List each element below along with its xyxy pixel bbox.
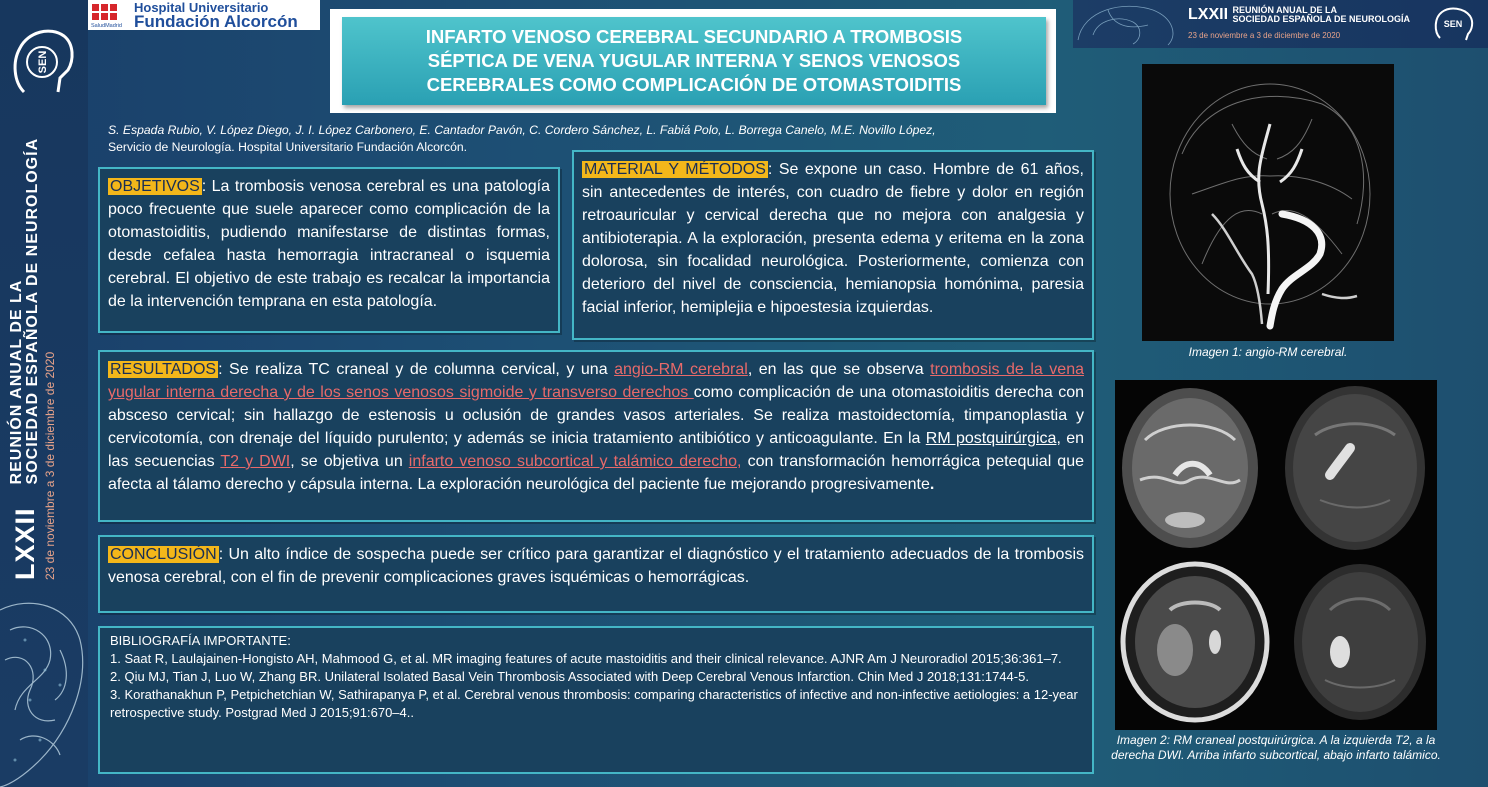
banner-brain-icon bbox=[1073, 0, 1183, 48]
title-line3: CEREBRALES COMO COMPLICACIÓN DE OTOMASTOIDITIS bbox=[426, 74, 962, 95]
banner-line1: REUNIÓN ANUAL DE LA bbox=[1232, 5, 1337, 15]
banner-title bbox=[1188, 6, 1410, 24]
resultados-text-5: , se objetiva un bbox=[290, 453, 409, 470]
angio-rm-drawing bbox=[1142, 64, 1394, 341]
resultados-text-3: como complicación de una otomastoiditis derecha con absceso cervical; sin hallazgo de estenosis u oclusión de grandes vasos arteriales. Se realiza mastoidectomía, timpanoplastia y cervicotomía, con drenaje del líquido purulento; y además se inicia tratamiento antibiótico y anticoagulante. En la bbox=[108, 384, 1084, 447]
sidebar-dates: 23 de noviembre a 3 de diciembre de 2020 bbox=[42, 351, 57, 580]
resultados-text-7: . bbox=[929, 476, 935, 493]
link-trombosis[interactable]: trombosis de la vena yugular interna derecha y de los senos venosos sigmoide y transverso derechos bbox=[108, 361, 1084, 401]
caption-image-2: Imagen 2: RM craneal postquirúrgica. A la izquierda T2, a la derecha DWI. Arriba infarto subcortical, abajo infarto talámico. bbox=[1111, 733, 1441, 762]
left-sidebar bbox=[0, 0, 88, 787]
sen-logo-icon bbox=[10, 22, 76, 100]
banner-sen-logo-text: SEN bbox=[1443, 19, 1463, 29]
authors-names: S. Espada Rubio, V. López Diego, J. I. López Carbonero, E. Cantador Pavón, C. Cordero Sánchez, L. Fabiá Polo, L. Borrega Canelo, M.E. Novillo López, bbox=[108, 123, 936, 137]
mri-grid-drawing bbox=[1115, 380, 1437, 730]
resultados-text-1: : Se realiza TC craneal y de columna cervical, y una bbox=[218, 361, 615, 378]
angio-rm-image bbox=[1142, 64, 1394, 341]
link-t2-dwi[interactable]: T2 y DWI bbox=[220, 453, 291, 470]
conclusion-text: : Un alto índice de sospecha puede ser crítico para garantizar el diagnóstico y el tratamiento adecuados de la trombosis venosa cerebral, con el fin de prevenir complicaciones graves isquémicas o hemorrágicas. bbox=[108, 546, 1084, 586]
title-box bbox=[330, 9, 1056, 113]
banner-dates: 23 de noviembre a 3 de diciembre de 2020 bbox=[1188, 31, 1341, 40]
congress-banner bbox=[1073, 0, 1488, 48]
link-infarto-venoso[interactable]: infarto venoso subcortical y talámico derecho, bbox=[408, 453, 742, 470]
resultados-box bbox=[98, 350, 1094, 522]
link-angio-rm[interactable]: angio-RM cerebral bbox=[614, 361, 748, 378]
brain-decoration-icon bbox=[0, 590, 88, 787]
metodos-box bbox=[572, 150, 1094, 340]
hospital-name-line1: Hospital Universitario bbox=[134, 0, 269, 15]
caption-image-1: Imagen 1: angio-RM cerebral. bbox=[1188, 345, 1348, 359]
bibliografia-heading: BIBLIOGRAFÍA IMPORTANTE: bbox=[110, 633, 291, 648]
objetivos-heading: OBJETIVOS bbox=[110, 178, 200, 195]
bibliografia-ref-2: 2. Qiu MJ, Tian J, Luo W, Zhang BR. Unilateral Isolated Basal Vein Thrombosis Associated with Deep Cerebral Venous Infarction. Chin Med J 2018;131:1744-5. bbox=[110, 669, 1029, 684]
link-rm-postquirurgica[interactable]: RM postquirúrgica bbox=[925, 430, 1057, 447]
salud-madrid-text: SaludMadrid bbox=[91, 23, 122, 28]
metodos-text: : Se expone un caso. Hombre de 61 años, sin antecedentes de interés, con cuadro de fiebre y dolor en región retroauricular y cervical derecha que no mejora con analgesia y antibioterapia. A la exploración, presenta edema y eritema en la zona dolorosa, sin focalidad neurológica. Posteriormente, comienza con deterioro del nivel de consciencia, hemianopsia homónima, paresia facial inferior, hemiplejia e hipoestesia izquierdas. bbox=[582, 161, 1084, 316]
resultados-text-2: , en las que se observa bbox=[747, 361, 931, 378]
sidebar-congress-line2: SOCIEDAD ESPAÑOLA DE NEUROLOGÍA bbox=[23, 137, 41, 485]
objetivos-box bbox=[98, 167, 560, 333]
sidebar-congress-number: LXXII bbox=[9, 507, 40, 580]
bibliografia-ref-1: 1. Saat R, Laulajainen-Hongisto AH, Mahmood G, et al. MR imaging features of acute mastoiditis and their clinical relevance. AJNR Am J Neuroradiol 2015;36:361–7. bbox=[110, 651, 1062, 666]
resultados-heading: RESULTADOS bbox=[110, 361, 217, 378]
title-line1: INFARTO VENOSO CEREBRAL SECUNDARIO A TROMBOSIS bbox=[425, 26, 963, 47]
title-line2: SÉPTICA DE VENA YUGULAR INTERNA Y SENOS VENOSOS bbox=[427, 50, 961, 71]
poster-title bbox=[426, 25, 963, 97]
objetivos-text: : La trombosis venosa cerebral es una patología poco frecuente que suele aparecer como complicación de la otomastoiditis, pudiendo manifestarse de distintas formas, desde cefalea hasta hemorragia intracraneal o isquemia cerebral. El objetivo de este trabajo es recalcar la importancia de la intervención temprana en esta patología. bbox=[108, 178, 550, 310]
salud-madrid-logo-icon bbox=[90, 2, 130, 28]
authors-affiliation: Servicio de Neurología. Hospital Universitario Fundación Alcorcón. bbox=[108, 140, 468, 154]
resultados-text-4: , en las secuencias bbox=[108, 430, 1084, 470]
sidebar-congress-line1: REUNIÓN ANUAL DE LA bbox=[7, 279, 25, 485]
banner-line2: SOCIEDAD ESPAÑOLA DE NEUROLOGÍA bbox=[1232, 14, 1410, 24]
mri-grid-image bbox=[1115, 380, 1437, 730]
conclusion-heading: CONCLUSIÓN bbox=[110, 546, 217, 563]
hospital-name-line2: Fundación Alcorcón bbox=[134, 12, 298, 31]
banner-number: LXXII bbox=[1188, 6, 1229, 24]
banner-sen-logo-icon bbox=[1432, 6, 1474, 42]
bibliografia-ref-3: 3. Korathanakhun P, Petpichetchian W, Sathirapanya P, et al. Cerebral venous thrombosis: comparing characteristics of infective and non-infective aetiologies: a 12-year retrospective study. Postgrad Med J 2015;91:670–4.. bbox=[110, 687, 1078, 720]
hospital-logo bbox=[88, 0, 320, 30]
metodos-heading: MATERIAL Y MÉTODOS bbox=[584, 161, 766, 178]
sen-logo-text: SEN bbox=[37, 50, 49, 74]
conclusion-box bbox=[98, 535, 1094, 613]
resultados-text-6: con transformación hemorrágica petequial que afecta al tálamo derecho y cápsula interna. La exploración neurológica del paciente fue mejorando progresivamente bbox=[108, 453, 1084, 493]
bibliografia-box bbox=[98, 626, 1094, 774]
